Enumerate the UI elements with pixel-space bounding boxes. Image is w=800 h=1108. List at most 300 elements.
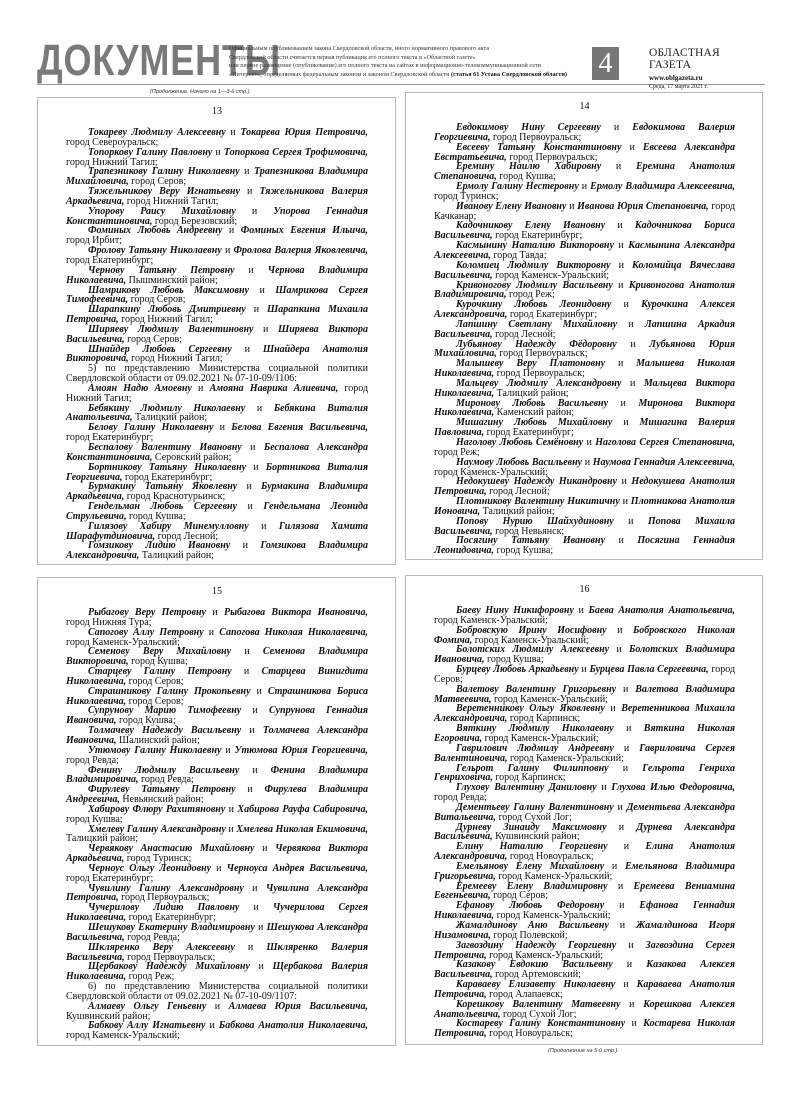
locality: город Туринск; <box>434 190 499 202</box>
conjunction: и <box>230 127 236 138</box>
conjunction: и <box>623 299 629 311</box>
conjunction: и <box>617 801 623 813</box>
award-entry <box>66 207 368 227</box>
conjunction: и <box>244 166 250 178</box>
wife-name: Чернову Татьяну Петровну <box>88 264 235 276</box>
wife-name: Лапшину Светлану Михайловну <box>456 318 618 330</box>
conjunction: и <box>215 146 221 158</box>
conjunction: и <box>249 725 255 737</box>
husband-name: Лапшина Аркадия Васильевича, <box>434 318 736 340</box>
husband-name: Дементьева Александра Витальевича, <box>434 801 736 823</box>
wife-name: Кадочникову Елену Ивановну <box>456 220 606 232</box>
award-entry <box>434 1019 735 1039</box>
conjunction: и <box>209 1020 215 1032</box>
award-entry <box>434 418 735 438</box>
award-entry <box>434 123 735 143</box>
locality: Серовский район; <box>154 451 232 463</box>
wife-name: Мишагину Любовь Михайловну <box>456 417 613 429</box>
husband-name: Черноуса Андрея Васильевича, <box>226 862 369 874</box>
award-entry <box>66 187 368 207</box>
locality: город Первоуральск; <box>499 348 588 360</box>
award-entry <box>66 482 368 502</box>
wife-name: Чучерилову Лидию Павловну <box>88 902 240 914</box>
husband-name: Жамалдинова Игоря Низамовича, <box>434 920 736 941</box>
wife-name: Супрунову Марию Тимофеевну <box>88 705 242 717</box>
locality: Талицкий район; <box>141 550 214 562</box>
conjunction: и <box>228 803 235 815</box>
locality: Каменский район; <box>496 407 575 419</box>
husband-name: Рыбагова Виктора Ивановича, <box>223 607 369 618</box>
husband-name: Казакова Алексея Васильевича, <box>434 959 736 981</box>
husband-name: Гомзикова Владимира Александровича, <box>66 540 368 562</box>
husband-name: Ермолу Владимира Алексеевича, <box>590 181 736 193</box>
husband-name: Валетова Владимира Матвеевича, <box>434 683 736 705</box>
wife-name: Казакову Евдокию Васильевну <box>456 959 613 971</box>
conjunction: и <box>256 402 263 414</box>
locality: город Серов; <box>127 333 182 345</box>
wife-name: Дурневу Зинаиду Максимовну <box>456 821 607 833</box>
wife-name: Ермолу Галину Нестеровну <box>456 181 579 193</box>
wife-name: Червякову Анастасию Михайловну <box>88 843 255 855</box>
award-entry <box>66 541 368 561</box>
husband-name: Еремина Анатолия Степановича, <box>434 161 736 183</box>
conjunction: и <box>622 762 629 774</box>
locality: город Кушва; <box>496 545 554 557</box>
locality: город Алапаевск; <box>489 988 563 1000</box>
conjunction: и <box>252 705 258 717</box>
award-entry <box>434 340 735 360</box>
locality: город Каменск-Уральский; <box>434 466 548 478</box>
conjunction: и <box>584 456 591 468</box>
conjunction: и <box>628 515 634 527</box>
conjunction: и <box>615 161 622 173</box>
husband-name: Шамрикова Сергея Тимофеевича, <box>66 284 369 306</box>
wife-name: Фоминых Любовь Андреевну <box>88 225 223 237</box>
husband-name: Старцева Винигдита Николаевича, <box>66 666 368 687</box>
husband-name: Лубьянова Юрия Михайловича, <box>434 338 735 360</box>
locality: город Екатеринбург; <box>125 471 213 483</box>
husband-name: Страшникова Бориса Николаевича, <box>66 685 369 707</box>
award-entry <box>434 517 735 537</box>
award-entry <box>434 823 735 843</box>
award-entry <box>434 399 735 419</box>
award-entry <box>66 443 368 463</box>
wife-name: Костареву Галину Константиновну <box>456 1018 626 1030</box>
husband-name: Бобровского Николая Фомича, <box>434 624 735 646</box>
locality: город Нижний Тагил; <box>121 314 213 326</box>
conjunction: и <box>622 496 628 508</box>
wife-name: Ширяеву Людмилу Валентиновну <box>88 323 254 335</box>
husband-name: Алмаева Юрия Васильевича, <box>228 1000 369 1012</box>
wife-name: Наголову Любовь Семёновну <box>456 437 584 448</box>
husband-name: Мальцева Виктора Николаевича, <box>434 377 736 399</box>
conjunction: и <box>247 501 253 513</box>
locality: город Каменск-Уральский; <box>484 732 599 744</box>
husband-name: Недокушева Анатолия Петровича, <box>434 476 736 498</box>
conjunction: и <box>618 240 624 252</box>
husband-name: Фролова Валерия Яковлевича, <box>233 245 369 257</box>
locality: город Лесной; <box>157 530 219 542</box>
wife-name: Караваеву Елизавету Николаевну <box>456 979 616 991</box>
wife-name: Семенову Веру Михайловну <box>88 646 232 658</box>
conjunction: и <box>618 821 625 833</box>
wife-name: Веретенникову Ольгу Яковлевну <box>456 703 605 715</box>
wife-name: Глухову Валентину Даниловну <box>456 782 597 794</box>
locality: Талицкий район; <box>496 387 569 399</box>
conjunction: и <box>228 225 235 237</box>
locality: город Серов; <box>493 890 548 902</box>
wife-name: Миронову Любовь Васильевну <box>456 397 609 409</box>
locality: город Реж; <box>128 971 175 983</box>
conjunction: и <box>252 764 258 776</box>
award-entry <box>66 384 368 404</box>
wife-name: Упорову Раису Михайловну <box>88 205 236 217</box>
locality: город Лесной; <box>489 486 550 498</box>
locality: город Екатеринбург; <box>495 230 583 242</box>
wife-name: Рыбагову Веру Петровну <box>88 607 206 618</box>
locality: город Кушва; <box>131 656 188 668</box>
wife-name: Гендельман Любовь Сергеевну <box>88 501 238 513</box>
husband-name: Шарапкина Михаила Петровича, <box>66 304 368 326</box>
conjunction: и <box>253 461 259 473</box>
husband-name: Евсеева Александра Евстратьевича, <box>434 141 736 163</box>
conjunction: и <box>621 476 627 488</box>
continued-from: (Продолжение. Начало на 1—3-й стр.). <box>150 89 252 95</box>
locality: город Реж; <box>434 446 480 458</box>
husband-name: Плотникова Анатолия Ионовича, <box>434 496 735 517</box>
wife-name: Баеву Нину Никифоровну <box>456 605 574 616</box>
conjunction: и <box>216 862 222 874</box>
issue-date: Среда, 17 марта 2021 г. <box>649 84 708 90</box>
locality: город Каменск-Уральский; <box>66 636 180 648</box>
award-entry <box>66 345 368 365</box>
award-entry <box>66 746 368 766</box>
locality: город Каменск-Уральский; <box>66 1030 180 1042</box>
award-entry <box>434 960 735 980</box>
conjunction: и <box>224 245 231 257</box>
locality: город Североуральск; <box>66 136 159 148</box>
locality: город Кушва; <box>499 171 556 183</box>
award-entry <box>66 404 368 424</box>
wife-name: Мальцеву Людмилу Александровну <box>456 377 622 389</box>
award-entry <box>434 842 735 862</box>
locality: город Каменск-Уральский; <box>495 269 610 281</box>
wife-name: Топоркову Галину Павловну <box>88 146 213 158</box>
conjunction: и <box>569 200 575 212</box>
husband-name: Гилязова Хамита Шарафутдиновича, <box>66 520 369 542</box>
locality: город Серов; <box>434 664 736 685</box>
award-entry <box>434 1000 735 1020</box>
locality: город Серов; <box>128 695 184 707</box>
husband-name: Дурнева Александра Васильевича, <box>434 821 735 843</box>
award-entry <box>66 423 368 443</box>
award-entry <box>66 962 368 982</box>
award-entry <box>66 463 368 483</box>
locality: город Каменск-Уральский; <box>494 693 608 705</box>
page-section-number: 13 <box>212 106 222 117</box>
locality: город Березовский; <box>154 215 238 227</box>
husband-name: Корешкова Алексея Анатольевича, <box>434 998 735 1020</box>
award-entry <box>66 167 368 187</box>
wife-name: Черноус Ольгу Леонидовну <box>88 862 212 874</box>
locality: город Карпинск; <box>509 713 581 725</box>
award-entry <box>66 647 368 667</box>
wife-name: Дементьеву Галину Валентиновну <box>456 801 614 813</box>
locality: город Первоуральск; <box>127 951 216 963</box>
wife-name: Наумову Любовь Васильевну <box>456 456 583 468</box>
conjunction: и <box>578 605 584 616</box>
wife-name: Хмелеву Галину Александровну <box>88 823 226 835</box>
locality: город Сухой Лог; <box>498 811 572 823</box>
husband-name: Бебякина Виталия Анатольевича, <box>66 402 369 424</box>
page-section-number: 14 <box>579 101 590 112</box>
wife-name: Бортникову Татьяну Николаевну <box>88 461 247 473</box>
conjunction: и <box>212 607 218 618</box>
award-entry <box>434 901 735 921</box>
husband-name: Загвоздина Сергея Петровича, <box>434 939 735 961</box>
award-entry <box>66 825 368 845</box>
husband-name: Болотских Владимира Ивановича, <box>434 644 736 666</box>
husband-name: Хмелева Николая Екимовича, <box>236 823 369 835</box>
wife-name: Посягину Татьяну Ивановну <box>456 535 606 547</box>
conjunction: и <box>629 141 635 153</box>
conjunction: и <box>258 961 264 973</box>
locality: город Кушва; <box>66 813 123 825</box>
conjunction: и <box>259 284 265 296</box>
conjunction: и <box>243 666 250 678</box>
locality: город Кушва; <box>129 510 186 522</box>
husband-name: Шешукова Александра Васильевича, <box>66 922 368 943</box>
conjunction: и <box>629 377 636 389</box>
award-entry <box>434 458 735 478</box>
husband-name: Емельянова Владимира Григорьевича, <box>434 860 735 882</box>
husband-name: Еремеева Вениамина Евгеньевича, <box>434 880 736 902</box>
locality: город Нижняя Тура; <box>66 616 152 628</box>
wife-name: Сапогову Аллу Петровну <box>88 626 204 638</box>
award-entry <box>66 286 368 306</box>
wife-name: Гаврилович Людмилу Андреевну <box>456 742 614 754</box>
wife-name: Фенину Людмилу Васильевну <box>88 764 240 776</box>
section-title: ДОКУМЕНТЫ <box>37 36 282 85</box>
award-entry <box>66 923 368 943</box>
husband-name: Фенина Владимира Владимировича, <box>66 764 368 786</box>
award-entry <box>66 608 368 628</box>
conjunction: и <box>253 902 259 914</box>
husband-name: Мишагина Валерия Павловича, <box>434 417 736 439</box>
conjunction: и <box>246 481 252 493</box>
conjunction: и <box>618 259 625 271</box>
husband-name: Ширяева Виктора Васильевича, <box>66 323 369 345</box>
locality: Невьянский район; <box>122 794 204 806</box>
locality: Талицкий район; <box>135 412 208 424</box>
locality: город Новоуральск; <box>489 1028 573 1040</box>
wife-name: Хабирову Флюру Рахитяновну <box>88 803 226 815</box>
husband-name: Белова Евгения Васильевича, <box>231 422 368 434</box>
locality: город Кушва; <box>487 654 544 666</box>
wife-name: Шамрикову Любовь Максимовну <box>88 284 249 296</box>
award-entry <box>434 300 735 320</box>
husband-name: Малышева Николая Николаевича, <box>434 358 736 380</box>
conjunction: и <box>581 181 588 193</box>
award-entry <box>434 941 735 961</box>
award-entry <box>434 724 735 744</box>
wife-name: Шкляренко Веру Алексеевну <box>88 941 235 953</box>
locality: Кушвинский район; <box>495 831 580 843</box>
award-entry <box>434 704 735 724</box>
conjunction: и <box>242 540 248 552</box>
document-page-13 <box>37 97 396 565</box>
conjunction: и <box>262 843 268 855</box>
award-entry <box>66 1021 368 1041</box>
husband-name: Коломийца Вячеслава Васильевича, <box>434 259 735 281</box>
locality: город Ревда; <box>127 931 180 943</box>
award-entry <box>434 221 735 241</box>
conjunction: и <box>623 742 630 754</box>
husband-name: Беспалова Александра Константиновича, <box>66 442 369 463</box>
locality: город Первоуральск; <box>496 368 585 380</box>
husband-name: Гендельмана Леонида Струльевича, <box>66 501 369 522</box>
conjunction: и <box>617 358 624 370</box>
husband-name: Упорова Геннадия Константиновича, <box>66 205 368 227</box>
award-entry <box>66 785 368 805</box>
locality: город Ирбит; <box>66 235 122 247</box>
award-entry <box>66 522 368 542</box>
wife-name: Фирулеву Татьяну Петровну <box>88 784 236 796</box>
award-entry <box>434 261 735 281</box>
wife-name: Шарапкину Любовь Дмитриевну <box>88 304 246 316</box>
wife-name: Бебякину Людмилу Николаевну <box>88 402 246 414</box>
award-entry <box>434 438 735 458</box>
husband-name: Веретенникова Михаила Александровича, <box>434 703 735 725</box>
husband-name: Гельрота Генриха Генриховича, <box>434 762 736 784</box>
conjunction: и <box>630 338 636 350</box>
conjunction: и <box>214 1000 221 1012</box>
locality: город Нижний Тагил; <box>66 156 158 168</box>
award-entry <box>66 766 368 786</box>
locality: город Каменск-Уральский; <box>489 949 604 961</box>
husband-name: Бурмакина Владимира Аркадьевича, <box>66 481 369 503</box>
locality: город Полевской; <box>493 929 568 941</box>
conjunction: и <box>251 205 258 217</box>
locality: город Каменск-Уральский; <box>474 634 589 646</box>
locality: город Серов; <box>131 176 187 188</box>
document-page-15 <box>37 577 396 1046</box>
husband-name: Щербакова Валерия Николаевича, <box>66 961 368 983</box>
locality: город Нижний Тагил; <box>126 195 219 207</box>
wife-name: Кривоногову Людмилу Васильевну <box>456 279 613 291</box>
husband-name: Топоркова Сергея Трофимовича, <box>223 146 369 158</box>
husband-name: Чернова Владимира Николаевича, <box>66 264 369 286</box>
newspaper-url[interactable]: www.oblgazeta.ru <box>649 74 703 82</box>
locality: город Екатеринбург; <box>128 912 216 924</box>
conjunction: и <box>629 998 635 1010</box>
husband-name: Утюмова Юрия Георгиевича, <box>234 744 369 756</box>
document-page-14 <box>405 92 763 560</box>
wife-name: Утюмову Галину Николаевну <box>88 744 222 756</box>
newspaper-name: ОБЛАСТНАЯ ГАЗЕТА <box>649 47 720 71</box>
wife-name: Жамалдинову Аню Васильевну <box>456 920 609 931</box>
husband-name: Ефанова Геннадия Николаевича, <box>434 900 736 922</box>
legal-line: Официальным опубликованием закона Свердловской области, иного нормативного правового акта <box>229 45 490 52</box>
conjunction: и <box>626 959 633 971</box>
award-entry <box>66 726 368 746</box>
wife-name: Толмачеву Надежду Васильевну <box>88 725 242 737</box>
wife-name: Недокушеву Надежду Никандровну <box>456 476 617 488</box>
wife-name: Бабкову Аллу Игнатьевну <box>88 1020 206 1032</box>
locality: город Екатеринбург; <box>486 427 574 439</box>
wife-name: Алмаеву Ольгу Геньевну <box>88 1000 207 1012</box>
conjunction: и <box>618 535 624 547</box>
conjunction: и <box>619 920 626 931</box>
locality: город Лесной; <box>495 328 556 340</box>
wife-name: Елину Наталию Георгиевну <box>456 841 608 853</box>
husband-name: Бурцева Павла Сергеевича, <box>589 664 709 676</box>
husband-name: Чувилина Александра Петровича, <box>66 882 368 904</box>
husband-name: Иванова Юрия Степановича, <box>577 200 709 212</box>
locality: город Тавда; <box>493 249 547 261</box>
conjunction: и <box>610 703 616 715</box>
decree-paragraph: 6) по представлению Министерства социальной политики Свердловской области от 09.02.2021 № 07-10-09/1107: <box>66 981 368 1002</box>
award-entry <box>434 606 735 626</box>
conjunction: и <box>225 744 231 756</box>
wife-name: Попову Нурию Шайхудиновну <box>456 515 614 527</box>
locality: город Реж; <box>509 289 555 301</box>
conjunction: и <box>617 880 624 892</box>
conjunction: и <box>247 941 254 953</box>
wife-name: Бобровскую Ирину Иосифовну <box>456 624 607 636</box>
award-entry <box>66 706 368 726</box>
conjunction: и <box>611 860 618 872</box>
wife-name: Белову Галину Николаевну <box>88 422 214 434</box>
wife-name: Бурмакину Татьяну Яковлевну <box>88 481 238 493</box>
husband-name: Шкляренко Валерия Васильевича, <box>66 941 368 963</box>
wife-name: Щербакову Надежду Михайловну <box>88 961 250 973</box>
locality: город Екатеринбург; <box>66 254 154 266</box>
continued-on: (Продолжение на 5-й стр.). <box>548 1048 619 1054</box>
husband-name: Наголова Сергея Степановича, <box>595 437 736 448</box>
conjunction: и <box>256 685 262 697</box>
conjunction: и <box>618 279 624 291</box>
page-section-number: 15 <box>212 586 222 597</box>
husband-name: Евдокимова Валерия Георгиевича, <box>434 122 736 143</box>
locality: город Артемовский; <box>495 969 581 981</box>
award-entry <box>66 805 368 825</box>
award-entry <box>66 502 368 522</box>
locality: город Кушва; <box>119 715 176 727</box>
husband-name: Миронова Виктора Николаевича, <box>434 397 736 419</box>
husband-name: Караваева Анатолия Петровича, <box>434 979 736 1000</box>
conjunction: и <box>253 304 260 316</box>
award-entry <box>66 884 368 904</box>
husband-name: Супрунова Геннадия Ивановича, <box>66 705 369 727</box>
award-entry <box>434 536 735 556</box>
award-entry <box>434 477 735 497</box>
conjunction: и <box>631 1018 637 1030</box>
wife-name: Ефанову Любовь Федоровну <box>456 900 605 912</box>
locality: город Ревда; <box>434 792 487 804</box>
conjunction: и <box>198 382 204 394</box>
husband-name: Кривоногова Анатолия Владимировича, <box>434 279 735 301</box>
locality: город Ревда; <box>66 754 119 766</box>
locality: город Екатеринбург; <box>509 309 598 321</box>
locality: город Нижний Тагил; <box>131 353 223 365</box>
locality: Шалинский район; <box>119 734 200 746</box>
conjunction: и <box>619 900 625 912</box>
wife-name: Гилязову Хабиру Минемулловну <box>88 520 249 532</box>
conjunction: и <box>623 841 630 853</box>
page-number: 4 <box>592 47 619 80</box>
wife-name: Курочкину Любовь Леонидовну <box>456 299 612 311</box>
